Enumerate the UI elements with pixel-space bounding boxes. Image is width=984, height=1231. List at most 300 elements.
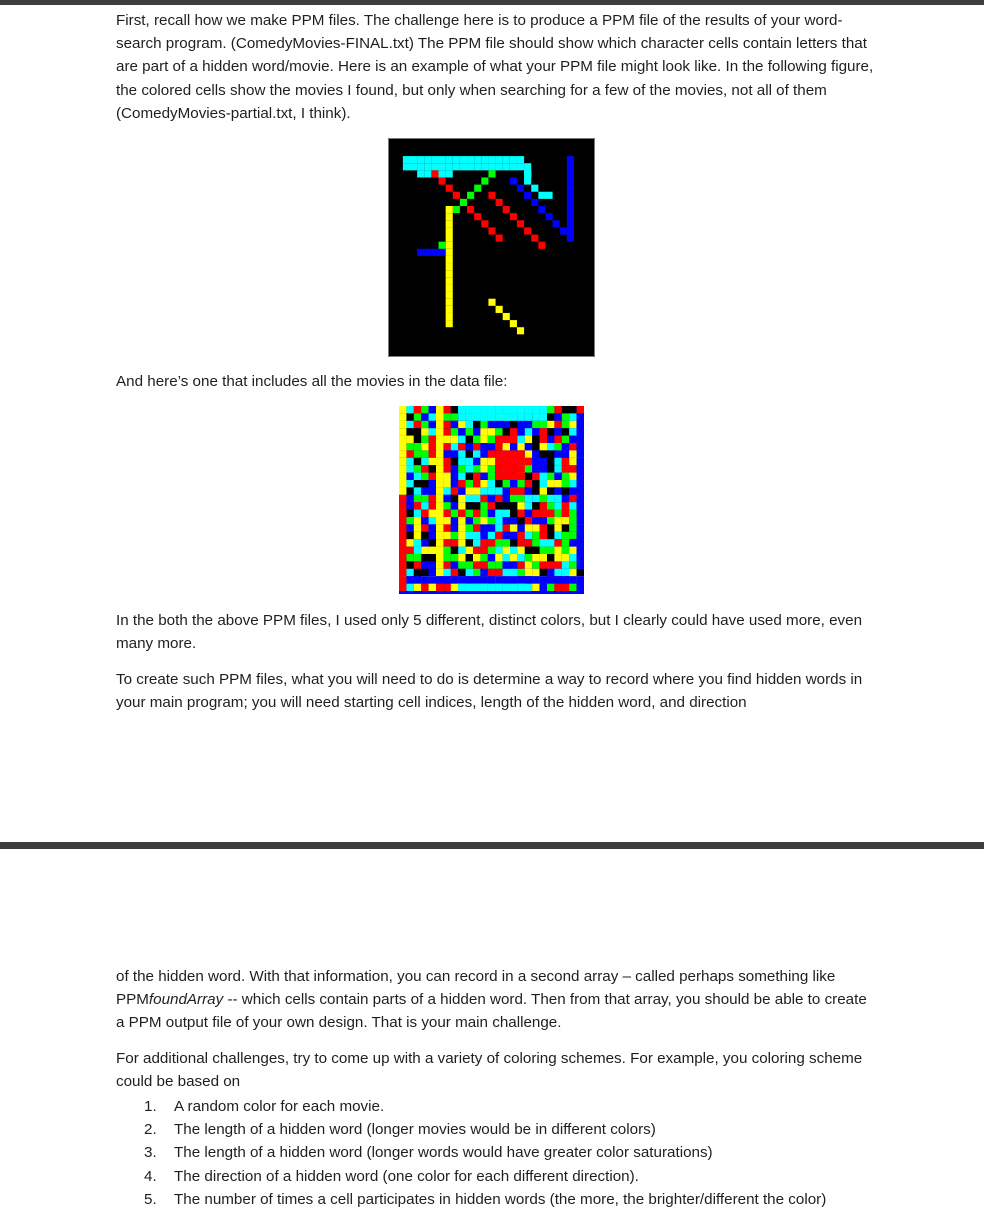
pixel-cell	[421, 524, 428, 531]
pixel-cell	[414, 495, 421, 502]
pixel-cell	[480, 554, 487, 561]
pixel-cell	[458, 554, 465, 561]
pixel-cell	[554, 510, 561, 517]
pixel-cell	[466, 495, 473, 502]
pixel-cell	[443, 487, 450, 494]
pixel-cell	[429, 584, 436, 591]
pixel-cell	[480, 547, 487, 554]
pixel-cell	[547, 473, 554, 480]
pixel-cell	[517, 510, 524, 517]
pixel-cell	[406, 576, 413, 583]
pixel-cell	[554, 524, 561, 531]
pixel-cell	[531, 199, 538, 206]
pixel-cell	[429, 458, 436, 465]
pixel-cell	[524, 170, 531, 177]
pixel-cell	[488, 561, 495, 568]
pixel-cell	[406, 465, 413, 472]
pixel-cell	[547, 480, 554, 487]
pixel-cell	[503, 406, 510, 413]
pixel-cell	[488, 227, 495, 234]
pixel-cell	[414, 473, 421, 480]
pixel-cell	[488, 510, 495, 517]
pixel-cell	[554, 561, 561, 568]
pixel-cell	[569, 532, 576, 539]
pixel-cell	[495, 539, 502, 546]
pixel-cell	[503, 487, 510, 494]
pixel-cell	[562, 495, 569, 502]
pixel-cell	[495, 561, 502, 568]
pixel-cell	[451, 413, 458, 420]
pixel-cell	[547, 561, 554, 568]
pixel-cell	[414, 458, 421, 465]
pixel-cell	[460, 156, 467, 163]
pixel-cell	[540, 406, 547, 413]
pixel-cell	[417, 170, 424, 177]
pixel-cell	[488, 465, 495, 472]
pixel-cell	[532, 487, 539, 494]
pixel-cell	[451, 532, 458, 539]
pixel-cell	[577, 406, 584, 413]
pixel-cell	[510, 502, 517, 509]
pixel-cell	[458, 458, 465, 465]
pixel-cell	[510, 465, 517, 472]
pixel-cell	[517, 502, 524, 509]
pixel-cell	[424, 163, 431, 170]
pixel-cell	[399, 539, 406, 546]
pixel-cell	[421, 421, 428, 428]
pixel-cell	[414, 450, 421, 457]
pixel-cell	[446, 299, 453, 306]
pixel-cell	[547, 517, 554, 524]
pixel-cell	[510, 156, 517, 163]
pixel-cell	[554, 576, 561, 583]
pixel-cell	[451, 576, 458, 583]
pixel-cell	[496, 235, 503, 242]
pixel-cell	[531, 235, 538, 242]
pixel-cell	[532, 561, 539, 568]
pixel-cell	[488, 156, 495, 163]
pixel-cell	[540, 502, 547, 509]
pixel-cell	[399, 495, 406, 502]
pixel-cell	[436, 517, 443, 524]
pixel-cell	[547, 428, 554, 435]
pixel-cell	[443, 443, 450, 450]
pixel-cell	[417, 163, 424, 170]
pixel-cell	[503, 465, 510, 472]
pixel-cell	[439, 249, 446, 256]
pixel-cell	[436, 428, 443, 435]
pixel-cell	[562, 480, 569, 487]
pixel-cell	[429, 480, 436, 487]
pixel-cell	[458, 443, 465, 450]
pixel-cell	[503, 313, 510, 320]
pixel-cell	[458, 532, 465, 539]
pixel-cell	[480, 450, 487, 457]
pixel-cell	[436, 524, 443, 531]
pixel-cell	[436, 495, 443, 502]
pixel-cell	[399, 510, 406, 517]
pixel-cell	[569, 458, 576, 465]
pixel-cell	[495, 487, 502, 494]
pixel-cell	[403, 156, 410, 163]
pixel-cell	[547, 547, 554, 554]
pixel-cell	[451, 524, 458, 531]
pixel-cell	[446, 242, 453, 249]
pixel-cell	[443, 473, 450, 480]
pixel-cell	[567, 213, 574, 220]
pixel-cell	[473, 584, 480, 591]
pixel-cell	[466, 465, 473, 472]
pixel-cell	[562, 465, 569, 472]
pixel-cell	[466, 561, 473, 568]
pixel-cell	[473, 502, 480, 509]
pixel-cell	[466, 458, 473, 465]
pixel-cell	[466, 569, 473, 576]
pixel-cell	[532, 576, 539, 583]
pixel-cell	[554, 539, 561, 546]
pixel-cell	[540, 428, 547, 435]
pixel-cell	[446, 249, 453, 256]
pixel-cell	[488, 576, 495, 583]
pixel-cell	[488, 473, 495, 480]
pixel-cell	[540, 532, 547, 539]
pixel-cell	[458, 413, 465, 420]
pixel-cell	[421, 480, 428, 487]
pixel-cell	[510, 450, 517, 457]
pixel-cell	[443, 480, 450, 487]
all-movies-caption: And here’s one that includes all the movies in the data file:	[116, 373, 508, 390]
pixel-cell	[540, 569, 547, 576]
pixel-cell	[443, 576, 450, 583]
pixel-cell	[414, 421, 421, 428]
pixel-cell	[481, 156, 488, 163]
pixel-cell	[480, 495, 487, 502]
pixel-cell	[495, 413, 502, 420]
pixel-cell	[467, 163, 474, 170]
pixel-cell	[421, 517, 428, 524]
pixel-cell	[547, 487, 554, 494]
pixel-cell	[474, 213, 481, 220]
pixel-cell	[562, 436, 569, 443]
pixel-cell	[466, 517, 473, 524]
pixel-cell	[525, 495, 532, 502]
pixel-cell	[399, 547, 406, 554]
pixel-cell	[538, 242, 545, 249]
pixel-cell	[429, 473, 436, 480]
pixel-cell	[480, 510, 487, 517]
pixel-cell	[488, 170, 495, 177]
pixel-cell	[474, 185, 481, 192]
pixel-cell	[406, 569, 413, 576]
pixel-cell	[414, 406, 421, 413]
pixel-cell	[451, 458, 458, 465]
pixel-cell	[480, 584, 487, 591]
pixel-cell	[517, 517, 524, 524]
pixel-cell	[436, 406, 443, 413]
pixel-cell	[399, 436, 406, 443]
pixel-cell	[517, 156, 524, 163]
pixel-cell	[473, 495, 480, 502]
pixel-cell	[532, 443, 539, 450]
pixel-cell	[399, 480, 406, 487]
pixel-cell	[414, 576, 421, 583]
pixel-cell	[446, 235, 453, 242]
pixel-cell	[474, 163, 481, 170]
pixel-cell	[525, 465, 532, 472]
pixel-cell	[532, 458, 539, 465]
pixel-cell	[532, 547, 539, 554]
pixel-cell	[399, 576, 406, 583]
pixel-cell	[443, 465, 450, 472]
pixel-cell	[567, 227, 574, 234]
pixel-cell	[406, 413, 413, 420]
pixel-cell	[567, 156, 574, 163]
pixel-cell	[451, 569, 458, 576]
pixel-cell	[510, 177, 517, 184]
pixel-cell	[569, 428, 576, 435]
pixel-cell	[503, 547, 510, 554]
pixel-cell	[406, 554, 413, 561]
pixel-cell	[503, 539, 510, 546]
pixel-cell	[532, 569, 539, 576]
pixel-cell	[525, 584, 532, 591]
pixel-cell	[495, 473, 502, 480]
pixel-cell	[495, 495, 502, 502]
pixel-cell	[495, 428, 502, 435]
pixel-cell	[567, 192, 574, 199]
pixel-cell	[439, 242, 446, 249]
pixel-cell	[495, 532, 502, 539]
pixel-cell	[429, 436, 436, 443]
pixel-cell	[554, 443, 561, 450]
list-item: 2. The length of a hidden word (longer movies would be in different colors)	[144, 1121, 656, 1139]
pixel-cell	[495, 406, 502, 413]
pixel-cell	[517, 569, 524, 576]
pixel-cell	[458, 428, 465, 435]
pixel-cell	[525, 569, 532, 576]
pixel-cell	[567, 235, 574, 242]
pixel-cell	[495, 480, 502, 487]
pixel-cell	[399, 554, 406, 561]
pixel-cell	[443, 406, 450, 413]
pixel-cell	[510, 443, 517, 450]
pixel-cell	[525, 554, 532, 561]
pixel-cell	[399, 532, 406, 539]
pixel-cell	[538, 206, 545, 213]
pixel-cell	[525, 406, 532, 413]
pixel-cell	[503, 428, 510, 435]
pixel-cell	[473, 532, 480, 539]
pixel-cell	[446, 292, 453, 299]
pixel-cell	[414, 517, 421, 524]
pixel-cell	[495, 524, 502, 531]
pixel-cell	[577, 517, 584, 524]
pixel-cell	[429, 524, 436, 531]
pixel-cell	[510, 413, 517, 420]
pixel-cell	[488, 192, 495, 199]
pixel-cell	[547, 465, 554, 472]
pixel-cell	[406, 473, 413, 480]
pixel-cell	[414, 561, 421, 568]
pixel-cell	[510, 213, 517, 220]
pixel-cell	[577, 436, 584, 443]
pixel-cell	[458, 510, 465, 517]
pixel-cell	[451, 473, 458, 480]
pixel-cell	[421, 510, 428, 517]
pixel-cell	[399, 584, 406, 591]
pixel-cell	[569, 436, 576, 443]
pixel-cell	[399, 561, 406, 568]
pixel-cell	[488, 413, 495, 420]
pixel-cell	[540, 450, 547, 457]
pixel-cell	[466, 532, 473, 539]
pixel-cell	[414, 413, 421, 420]
pixel-cell	[562, 539, 569, 546]
pixel-cell	[554, 495, 561, 502]
pixel-cell	[510, 539, 517, 546]
pixel-cell	[406, 421, 413, 428]
pixel-cell	[443, 554, 450, 561]
pixel-cell	[495, 458, 502, 465]
pixel-cell	[414, 487, 421, 494]
pixel-cell	[554, 547, 561, 554]
pixel-cell	[547, 569, 554, 576]
pixel-cell	[443, 532, 450, 539]
pixel-cell	[540, 510, 547, 517]
pixel-cell	[562, 428, 569, 435]
pixel-cell	[446, 206, 453, 213]
pixel-cell	[421, 576, 428, 583]
pixel-cell	[554, 502, 561, 509]
pixel-cell	[458, 502, 465, 509]
page-top-border	[0, 0, 984, 5]
pixel-cell	[466, 547, 473, 554]
pixel-cell	[453, 192, 460, 199]
pixel-cell	[431, 156, 438, 163]
pixel-cell	[429, 406, 436, 413]
pixel-cell	[517, 554, 524, 561]
pixel-cell	[488, 502, 495, 509]
pixel-cell	[495, 502, 502, 509]
pixel-cell	[503, 561, 510, 568]
pixel-cell	[567, 185, 574, 192]
pixel-cell	[406, 510, 413, 517]
pixel-cell	[577, 495, 584, 502]
pixel-cell	[562, 584, 569, 591]
additional-challenges-paragraph: For additional challenges, try to come up with a variety of coloring schemes. For example, you coloring scheme could be based on	[116, 1050, 863, 1091]
pixel-cell	[446, 320, 453, 327]
pixel-cell	[562, 450, 569, 457]
pixel-cell	[466, 510, 473, 517]
pixel-cell	[547, 421, 554, 428]
pixel-cell	[417, 156, 424, 163]
pixel-cell	[429, 547, 436, 554]
pixel-cell	[480, 458, 487, 465]
pixel-cell	[446, 313, 453, 320]
pixel-cell	[451, 495, 458, 502]
pixel-cell	[510, 524, 517, 531]
pixel-cell	[547, 539, 554, 546]
pixel-cell	[569, 554, 576, 561]
pixel-cell	[577, 532, 584, 539]
pixel-cell	[532, 524, 539, 531]
pixel-cell	[467, 206, 474, 213]
page-break	[0, 842, 984, 849]
pixel-cell	[414, 480, 421, 487]
pixel-cell	[517, 327, 524, 334]
pixel-cell	[553, 220, 560, 227]
pixel-cell	[495, 465, 502, 472]
pixel-cell	[554, 450, 561, 457]
pixel-cell	[525, 547, 532, 554]
pixel-cell	[525, 561, 532, 568]
pixel-cell	[399, 517, 406, 524]
pixel-cell	[466, 576, 473, 583]
pixel-cell	[503, 458, 510, 465]
pixel-cell	[569, 473, 576, 480]
pixel-cell	[439, 163, 446, 170]
pixel-cell	[460, 163, 467, 170]
pixel-cell	[577, 450, 584, 457]
pixel-cell	[525, 421, 532, 428]
pixel-cell	[421, 458, 428, 465]
pixel-cell	[538, 192, 545, 199]
pixel-cell	[569, 443, 576, 450]
pixel-cell	[532, 495, 539, 502]
pixel-cell	[436, 539, 443, 546]
pixel-cell	[554, 569, 561, 576]
pixel-cell	[569, 465, 576, 472]
pixel-cell	[495, 443, 502, 450]
pixel-cell	[429, 532, 436, 539]
pixel-cell	[525, 443, 532, 450]
pixel-cell	[436, 436, 443, 443]
pixel-cell	[540, 473, 547, 480]
pixel-cell	[488, 163, 495, 170]
pixel-cell	[532, 510, 539, 517]
pixel-cell	[488, 517, 495, 524]
pixel-cell	[436, 576, 443, 583]
pixel-cell	[446, 227, 453, 234]
pixel-cell	[554, 413, 561, 420]
pixel-cell	[406, 561, 413, 568]
pixel-cell	[451, 510, 458, 517]
pixel-cell	[532, 502, 539, 509]
pixel-cell	[562, 517, 569, 524]
pixel-cell	[436, 443, 443, 450]
pixel-cell	[540, 465, 547, 472]
pixel-cell	[517, 220, 524, 227]
pixel-cell	[451, 421, 458, 428]
pixel-cell	[540, 436, 547, 443]
pixel-cell	[495, 517, 502, 524]
pixel-cell	[431, 170, 438, 177]
pixel-cell	[473, 524, 480, 531]
pixel-cell	[431, 249, 438, 256]
pixel-cell	[414, 443, 421, 450]
pixel-cell	[429, 428, 436, 435]
pixel-cell	[540, 524, 547, 531]
pixel-cell	[436, 421, 443, 428]
pixel-cell	[525, 502, 532, 509]
pixel-cell	[466, 480, 473, 487]
pixel-cell	[406, 502, 413, 509]
pixel-cell	[474, 156, 481, 163]
pixel-cell	[436, 547, 443, 554]
pixel-cell	[458, 436, 465, 443]
pixel-cell	[540, 576, 547, 583]
pixel-cell	[577, 487, 584, 494]
